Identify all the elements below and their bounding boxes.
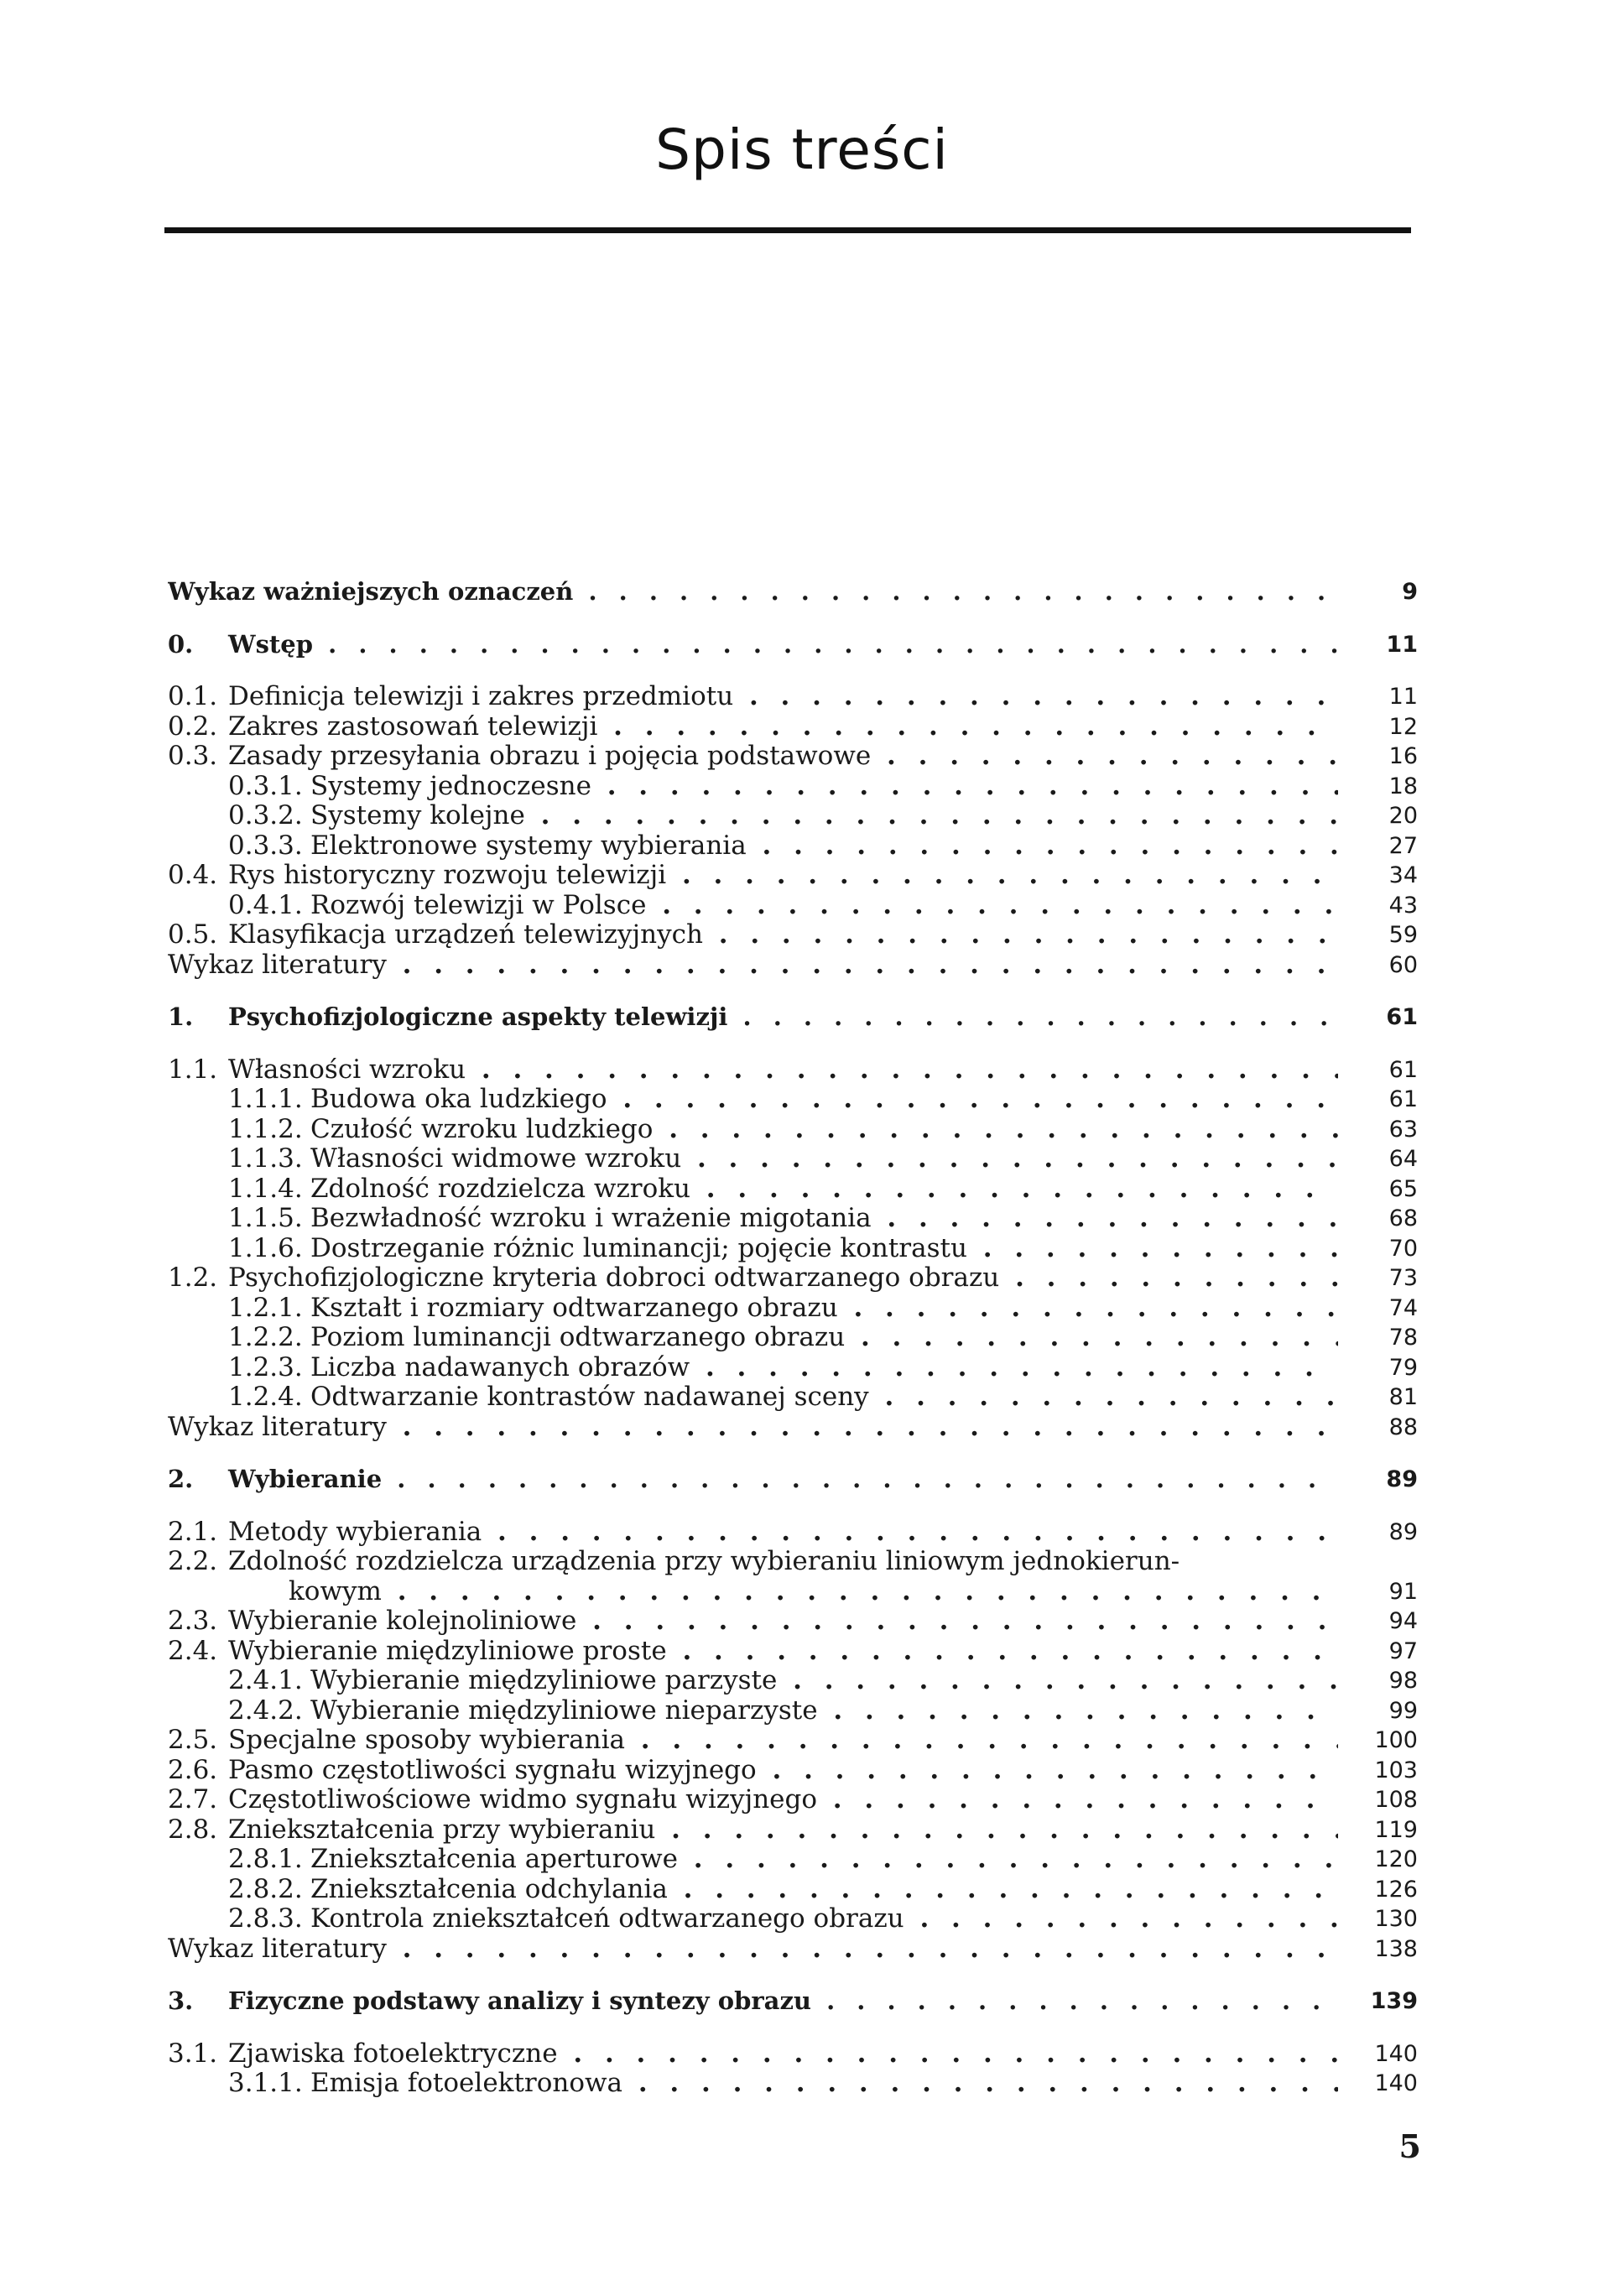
toc-entry-title bbox=[168, 1904, 1338, 1934]
toc-entry bbox=[168, 1204, 1418, 1234]
toc-entry-text: Wybieranie bbox=[228, 1465, 383, 1493]
toc-entry bbox=[168, 1904, 1418, 1934]
toc-entry-text: Zdolność rozdzielcza urządzenia przy wybieraniu liniowym jednokierun- bbox=[228, 1547, 1180, 1576]
toc-entry-title bbox=[168, 1263, 1338, 1294]
toc-entry bbox=[168, 1934, 1418, 1965]
toc-entry-text: Czułość wzroku ludzkiego bbox=[310, 1114, 654, 1144]
toc-entry-text: Odtwarzanie kontrastów nadawanej sceny bbox=[310, 1382, 869, 1412]
toc-entry-title bbox=[168, 1606, 1338, 1637]
toc-entry-text: Dostrzeganie różnic luminancji; pojęcie kontrastu bbox=[310, 1233, 967, 1263]
toc-entry-page: 74 bbox=[1338, 1294, 1418, 1324]
toc-entry-title bbox=[168, 1934, 1338, 1965]
toc-entry-title bbox=[168, 1413, 1338, 1443]
toc-entry-text: Rys historyczny rozwoju telewizji bbox=[228, 861, 667, 890]
toc-entry-number: 1.1. bbox=[168, 1054, 218, 1085]
toc-entry-page: 100 bbox=[1338, 1726, 1418, 1756]
toc-entry-number: 0.3.2. bbox=[228, 801, 303, 830]
toc-entry-page: 119 bbox=[1338, 1815, 1418, 1846]
toc-entry-page: 91 bbox=[1338, 1577, 1418, 1607]
toc-entry-number: 2.6. bbox=[168, 1755, 218, 1785]
toc-entry-text: Liczba nadawanych obrazów bbox=[310, 1352, 690, 1382]
toc-entry-title bbox=[168, 950, 1338, 981]
toc-entry bbox=[168, 772, 1418, 802]
toc-entry-number: 2.5. bbox=[168, 1726, 218, 1755]
toc-entry bbox=[168, 801, 1418, 831]
toc-entry-number: 0.2. bbox=[168, 711, 218, 742]
toc-entry-text: Wybieranie międzyliniowe proste bbox=[228, 1636, 667, 1666]
toc-entry bbox=[168, 2039, 1418, 2070]
toc-entry-title bbox=[168, 1174, 1338, 1205]
toc-entry-number: 2.1. bbox=[168, 1517, 218, 1547]
toc-entry-text: Klasyfikacja urządzeń telewizyjnych bbox=[228, 920, 703, 950]
toc-entry-number: 2.4.2. bbox=[228, 1695, 303, 1726]
toc-entry-number: 1.1.4. bbox=[228, 1174, 303, 1204]
toc-entry bbox=[168, 712, 1418, 742]
toc-entry-page: 16 bbox=[1338, 742, 1418, 772]
toc-entry-title bbox=[168, 712, 1338, 742]
toc-entry bbox=[168, 742, 1418, 772]
toc-entry-text: Zakres zastosowań telewizji bbox=[228, 711, 598, 742]
toc-entry-number: 0. bbox=[168, 629, 194, 659]
toc-entry-page: 60 bbox=[1338, 950, 1418, 981]
toc-entry-page: 20 bbox=[1338, 801, 1418, 831]
toc-entry-page: 34 bbox=[1338, 861, 1418, 891]
toc-entry-title bbox=[168, 1547, 1338, 1577]
toc-entry-text: Wybieranie kolejnoliniowe bbox=[228, 1606, 577, 1636]
toc-entry-text: Zdolność rozdzielcza wzroku bbox=[310, 1174, 691, 1204]
toc-entry bbox=[168, 1055, 1418, 1086]
toc-entry-page: 140 bbox=[1338, 2039, 1418, 2070]
toc-entry-number: 0.4.1. bbox=[228, 890, 303, 920]
toc-entry bbox=[168, 1174, 1418, 1205]
toc-entry-page: 89 bbox=[1338, 1518, 1418, 1548]
toc-entry-page: 59 bbox=[1338, 920, 1418, 950]
toc-entry-text: Kontrola zniekształceń odtwarzanego obrazu bbox=[310, 1904, 904, 1934]
toc-entry-title bbox=[168, 1875, 1338, 1905]
toc-entry-title bbox=[168, 2069, 1338, 2099]
title-rule bbox=[164, 227, 1411, 233]
toc-entry-text: Własności widmowe wzroku bbox=[310, 1144, 682, 1174]
toc-entry-number: 1.2. bbox=[168, 1263, 218, 1293]
toc-entry-title bbox=[168, 1637, 1338, 1667]
toc-entry bbox=[168, 1465, 1418, 1495]
toc-entry-number: 1.1.2. bbox=[228, 1114, 303, 1144]
toc-entry-page: 108 bbox=[1338, 1785, 1418, 1815]
toc-entry-title bbox=[168, 1234, 1338, 1264]
toc-entry-text: Metody wybierania bbox=[228, 1517, 482, 1547]
toc-entry-page: 103 bbox=[1338, 1756, 1418, 1786]
toc-entry-text: Wykaz ważniejszych oznaczeń bbox=[168, 577, 574, 606]
toc-entry-text: Zjawiska fotoelektryczne bbox=[228, 2038, 558, 2069]
toc-entry-text: Wykaz literatury bbox=[168, 950, 387, 980]
toc-entry-page: 120 bbox=[1338, 1845, 1418, 1875]
toc-entry bbox=[168, 920, 1418, 950]
toc-entry-number: 1.2.3. bbox=[228, 1352, 303, 1382]
toc-entry-number: 2.4.1. bbox=[228, 1666, 303, 1695]
toc-entry-page: 68 bbox=[1338, 1204, 1418, 1234]
toc-entry bbox=[168, 1002, 1418, 1033]
toc-entry-page: 61 bbox=[1338, 1085, 1418, 1115]
toc-entry bbox=[168, 1353, 1418, 1383]
page-number: 5 bbox=[1398, 2127, 1421, 2165]
toc-entry bbox=[168, 1413, 1418, 1443]
toc-entry bbox=[168, 1875, 1418, 1905]
toc-entry-number: 1.1.1. bbox=[228, 1085, 303, 1114]
toc-entry-title bbox=[168, 1115, 1338, 1145]
toc-entry bbox=[168, 1085, 1418, 1115]
toc-entry-number: 1.2.4. bbox=[228, 1382, 303, 1412]
toc-entry-title bbox=[168, 1518, 1338, 1548]
toc-entry-title bbox=[168, 1323, 1338, 1353]
toc-entry-number: 2. bbox=[168, 1465, 194, 1493]
toc-entry-title bbox=[168, 1002, 1338, 1033]
toc-entry-page: 11 bbox=[1338, 682, 1418, 712]
toc-entry-number: 2.3. bbox=[168, 1606, 218, 1636]
toc-entry-text: Zniekształcenia aperturowe bbox=[310, 1845, 678, 1874]
toc-entry bbox=[168, 861, 1418, 891]
toc-entry-text: Kształt i rozmiary odtwarzanego obrazu bbox=[310, 1293, 838, 1323]
toc-entry-title bbox=[168, 1986, 1338, 2017]
toc-entry-title bbox=[168, 920, 1338, 950]
toc-entry-title bbox=[168, 1845, 1338, 1875]
toc-entry-text: Zniekształcenia przy wybieraniu bbox=[228, 1814, 656, 1845]
toc-entry-title bbox=[168, 577, 1338, 607]
toc-entry-text: Wykaz literatury bbox=[168, 1934, 387, 1964]
toc-entry-number: 3.1.1. bbox=[228, 2069, 303, 2098]
toc-entry bbox=[168, 1986, 1418, 2017]
toc-entry-title bbox=[168, 630, 1338, 660]
toc-entry-page: 79 bbox=[1338, 1353, 1418, 1383]
toc-entry-text: Emisja fotoelektronowa bbox=[310, 2069, 623, 2098]
toc-entry bbox=[168, 1382, 1418, 1413]
toc-entry-text: Wybieranie międzyliniowe nieparzyste bbox=[310, 1695, 818, 1726]
toc-entry-title bbox=[168, 742, 1338, 772]
toc-entry bbox=[168, 950, 1418, 981]
toc-entry-text: Wybieranie międzyliniowe parzyste bbox=[310, 1666, 778, 1695]
toc-entry-number: 2.2. bbox=[168, 1547, 218, 1576]
toc-entry-title bbox=[168, 1785, 1338, 1815]
toc-entry-number: 1.1.6. bbox=[228, 1233, 303, 1263]
toc-entry-text: Częstotliwościowe widmo sygnału wizyjnego bbox=[228, 1785, 818, 1814]
toc-entry-number: 1.2.1. bbox=[228, 1293, 303, 1323]
toc-entry-page: 65 bbox=[1338, 1174, 1418, 1205]
toc-entry-title bbox=[168, 682, 1338, 712]
toc-entry-text: Rozwój telewizji w Polsce bbox=[310, 890, 647, 920]
toc-entry-page: 18 bbox=[1338, 772, 1418, 802]
toc-entry bbox=[168, 1323, 1418, 1353]
toc-entry bbox=[168, 1518, 1418, 1548]
toc-entry-page: 130 bbox=[1338, 1904, 1418, 1934]
toc-entry bbox=[168, 1294, 1418, 1324]
toc-entry bbox=[168, 1547, 1418, 1577]
toc-entry-page: 126 bbox=[1338, 1875, 1418, 1905]
toc-entry-text: Elektronowe systemy wybierania bbox=[310, 830, 747, 861]
toc-entry-title bbox=[168, 772, 1338, 802]
toc-entry-page: 11 bbox=[1338, 630, 1418, 660]
toc-entry-text: Budowa oka ludzkiego bbox=[310, 1085, 607, 1114]
toc-entry-number: 2.8.3. bbox=[228, 1904, 303, 1934]
toc-entry-text: Systemy kolejne bbox=[310, 801, 525, 830]
toc-entry bbox=[168, 1637, 1418, 1667]
toc-entry-number: 1.1.5. bbox=[228, 1204, 303, 1233]
toc-entry bbox=[168, 1696, 1418, 1726]
toc-entry-text: Systemy jednoczesne bbox=[310, 771, 591, 801]
toc-entry-number: 2.8.2. bbox=[228, 1874, 303, 1904]
toc-entry-title bbox=[168, 1353, 1338, 1383]
toc-entry-number: 0.3.3. bbox=[228, 830, 303, 861]
toc-entry-number: 0.1. bbox=[168, 682, 218, 711]
toc-entry-number: 2.4. bbox=[168, 1636, 218, 1666]
toc-entry-text: kowym bbox=[289, 1576, 382, 1606]
toc-entry-number: 2.8.1. bbox=[228, 1845, 303, 1874]
toc-entry-page: 27 bbox=[1338, 831, 1418, 862]
toc-entry-title bbox=[168, 1726, 1338, 1756]
toc-entry-text: Wstęp bbox=[228, 629, 314, 659]
toc-entry-number: 0.3.1. bbox=[228, 771, 303, 801]
toc-entry-title bbox=[168, 1666, 1338, 1696]
toc-entry-text: Psychofizjologiczne aspekty telewizji bbox=[228, 1002, 728, 1031]
toc-entry-title bbox=[168, 831, 1338, 862]
toc-entry-text: Poziom luminancji odtwarzanego obrazu bbox=[310, 1323, 846, 1352]
toc-entry-text: Wykaz literatury bbox=[168, 1412, 387, 1442]
toc-entry-number: 1. bbox=[168, 1002, 194, 1031]
toc-entry bbox=[168, 577, 1418, 607]
table-of-contents bbox=[168, 577, 1418, 2099]
toc-entry-page: 98 bbox=[1338, 1666, 1418, 1696]
toc-entry-title bbox=[168, 801, 1338, 831]
toc-entry-page: 43 bbox=[1338, 891, 1418, 921]
toc-entry-title bbox=[168, 891, 1338, 921]
toc-entry-title bbox=[168, 1577, 1338, 1607]
toc-entry bbox=[168, 630, 1418, 660]
toc-entry-title bbox=[168, 1756, 1338, 1786]
toc-entry bbox=[168, 1263, 1418, 1294]
toc-entry-page: 61 bbox=[1338, 1055, 1418, 1086]
toc-entry-title bbox=[168, 1055, 1338, 1086]
toc-entry bbox=[168, 1815, 1418, 1846]
toc-entry bbox=[168, 1234, 1418, 1264]
toc-entry bbox=[168, 1845, 1418, 1875]
toc-entry-title bbox=[168, 1085, 1338, 1115]
toc-entry-title bbox=[168, 861, 1338, 891]
toc-entry-page: 78 bbox=[1338, 1323, 1418, 1353]
toc-entry-title bbox=[168, 1465, 1338, 1495]
toc-entry-title bbox=[168, 1204, 1338, 1234]
toc-entry-text: Psychofizjologiczne kryteria dobroci odtwarzanego obrazu bbox=[228, 1263, 1000, 1293]
toc-entry-text: Specjalne sposoby wybierania bbox=[228, 1726, 625, 1755]
toc-entry bbox=[168, 1666, 1418, 1696]
toc-entry-title bbox=[168, 2039, 1338, 2070]
toc-entry-title bbox=[168, 1815, 1338, 1846]
toc-entry-page: 99 bbox=[1338, 1696, 1418, 1726]
toc-entry-number: 1.2.2. bbox=[228, 1323, 303, 1352]
toc-entry-number: 0.3. bbox=[168, 742, 218, 771]
toc-entry-page: 64 bbox=[1338, 1144, 1418, 1174]
toc-entry-page: 9 bbox=[1338, 577, 1418, 607]
toc-entry-text: Bezwładność wzroku i wrażenie migotania bbox=[310, 1204, 872, 1233]
toc-entry-number: 0.4. bbox=[168, 861, 218, 890]
toc-entry-page: 94 bbox=[1338, 1606, 1418, 1637]
page-title: Spis treści bbox=[655, 117, 949, 182]
toc-entry-title bbox=[168, 1382, 1338, 1413]
toc-entry bbox=[168, 831, 1418, 862]
toc-entry-page: 97 bbox=[1338, 1637, 1418, 1667]
toc-entry-title bbox=[168, 1696, 1338, 1726]
toc-entry bbox=[168, 2069, 1418, 2099]
toc-entry bbox=[168, 1115, 1418, 1145]
toc-entry bbox=[168, 1726, 1418, 1756]
toc-entry-number: 0.5. bbox=[168, 920, 218, 950]
toc-entry-page: 81 bbox=[1338, 1382, 1418, 1413]
toc-entry-page: 89 bbox=[1338, 1465, 1418, 1495]
toc-entry bbox=[168, 682, 1418, 712]
toc-entry-text: Zasady przesyłania obrazu i pojęcia podstawowe bbox=[228, 742, 872, 771]
toc-entry-number: 1.1.3. bbox=[228, 1144, 303, 1174]
toc-entry-page: 138 bbox=[1338, 1934, 1418, 1965]
toc-entry-number: 2.7. bbox=[168, 1785, 218, 1814]
toc-entry-text: Fizyczne podstawy analizy i syntezy obrazu bbox=[228, 1986, 811, 2015]
toc-entry-page: 88 bbox=[1338, 1413, 1418, 1443]
toc-entry-text: Własności wzroku bbox=[228, 1054, 466, 1085]
toc-entry-page: 12 bbox=[1338, 712, 1418, 742]
toc-entry-title bbox=[168, 1294, 1338, 1324]
toc-entry-page: 63 bbox=[1338, 1115, 1418, 1145]
toc-entry bbox=[168, 891, 1418, 921]
toc-entry-page: 70 bbox=[1338, 1234, 1418, 1264]
toc-entry-text: Definicja telewizji i zakres przedmiotu bbox=[228, 682, 734, 711]
toc-entry-number: 2.8. bbox=[168, 1814, 218, 1845]
toc-entry-title bbox=[168, 1144, 1338, 1174]
toc-entry bbox=[168, 1144, 1418, 1174]
toc-entry-text: Pasmo częstotliwości sygnału wizyjnego bbox=[228, 1755, 757, 1785]
toc-entry-number: 3.1. bbox=[168, 2038, 218, 2069]
toc-entry-page: 61 bbox=[1338, 1002, 1418, 1033]
toc-entry bbox=[168, 1606, 1418, 1637]
toc-entry bbox=[168, 1785, 1418, 1815]
toc-entry-number: 3. bbox=[168, 1986, 194, 2015]
toc-entry-page: 140 bbox=[1338, 2069, 1418, 2099]
toc-entry bbox=[168, 1577, 1418, 1607]
toc-entry bbox=[168, 1756, 1418, 1786]
toc-entry-page: 73 bbox=[1338, 1263, 1418, 1294]
toc-entry-text: Zniekształcenia odchylania bbox=[310, 1874, 668, 1904]
toc-entry-page: 139 bbox=[1338, 1986, 1418, 2017]
